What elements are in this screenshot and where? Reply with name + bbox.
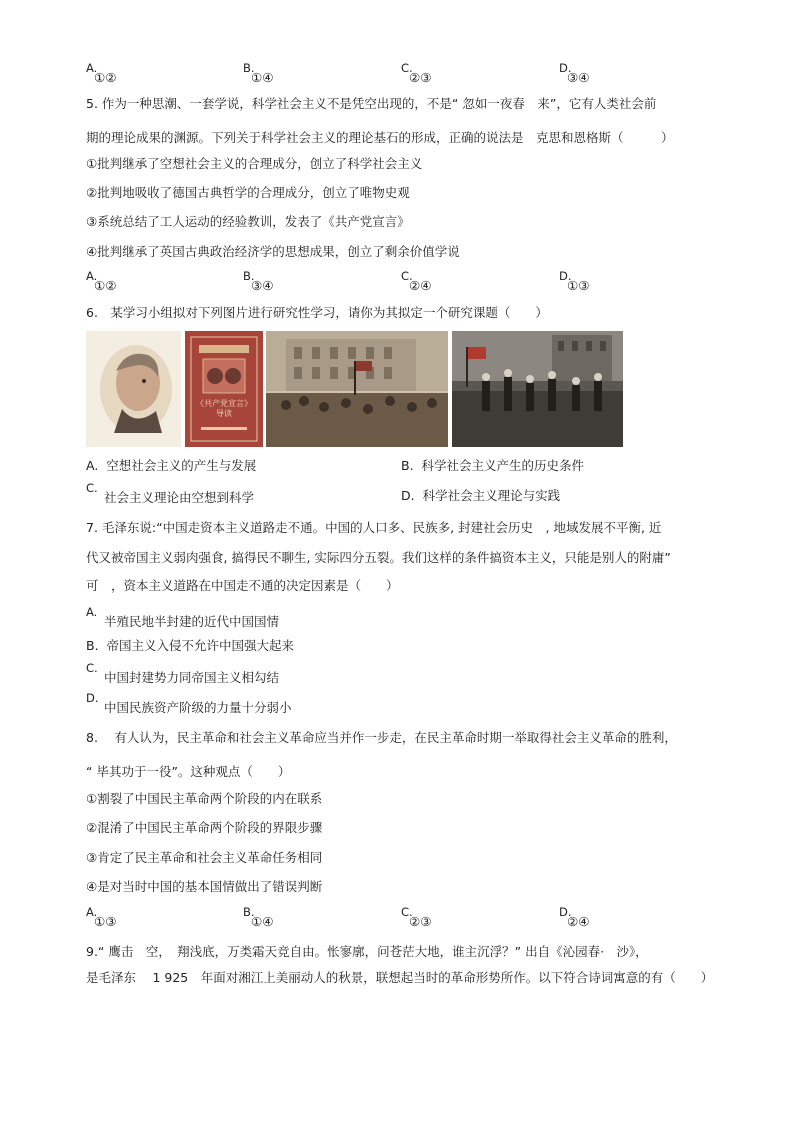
q5-item-2: ②批判地吸收了德国古典哲学的合理成分，创立了唯物史观 [86,185,410,200]
q8-stem-line-2: “ 毕其功于一役”。这种观点（ ） [86,764,291,779]
crowd-painting-image [266,331,448,447]
q8-item-4: ④是对当时中国的基本国情做出了错误判断 [86,879,323,894]
q5-item-3: ③系统总结了工人运动的经验教训，发表了《共产党宣言》 [86,214,410,229]
q6-option-a: A. 空想社会主义的产生与发展 [86,458,257,473]
q6-option-b: B. 科学社会主义产生的历史条件 [401,458,585,473]
q7-stem-line-2: 代又被帝国主义弱肉强食, 搞得民不聊生, 实际四分五裂。我们这样的条件搞资本主义，只能是别人的附庸” [86,550,671,565]
q5-stem-line-2: 期的理论成果的渊源。下列关于科学社会主义的理论基石的形成，正确的说法是 克思和恩格斯（ ） [86,130,674,145]
q8-item-1: ①割裂了中国民主革命两个阶段的内在联系 [86,791,323,806]
book-subtitle: 导读 [216,409,232,418]
q6-option-d: D. 科学社会主义理论与实践 [401,488,561,503]
q5-stem-line-1: 5. 作为一种思潮、一套学说，科学社会主义不是凭空出现的，不是“ 忽如一夜春 来”，它有人类社会前 [86,96,657,111]
q5-item-1: ①批判继承了空想社会主义的合理成分，创立了科学社会主义 [86,156,423,171]
q7-option-b: B. 帝国主义入侵不允许中国强大起来 [86,638,295,653]
barricade-painting-image [452,331,623,447]
q7-stem-line-1: 7. 毛泽东说:“中国走资本主义道路走不通。中国的人口多、民族多, 封建社会历史 , 地域发展不平衡, 近 [86,520,662,535]
q8-stem-line-1: 8. 有人认为，民主革命和社会主义革命应当并作一步走，在民主革命时期一举取得社会主义革命的胜利， [86,730,677,745]
portrait-image [86,331,181,447]
book-cover-image [185,331,263,447]
q6-stem: 6. 某学习小组拟对下列图片进行研究性学习，请你为其拟定一个研究课题（ ） [86,305,548,320]
book-title: 《共产党宣言》 [196,399,252,408]
q8-item-2: ②混淆了中国民主革命两个阶段的界限步骤 [86,820,323,835]
q8-item-3: ③肯定了民主革命和社会主义革命任务相同 [86,850,323,865]
q9-stem-line-2: 是毛泽东 1 925 年面对湘江上美丽动人的秋景，联想起当时的革命形势所作。以下符合诗词寓意的有（ ） [86,970,714,985]
q7-stem-line-3: 可 ，资本主义道路在中国走不通的决定因素是（ ） [86,578,399,593]
q5-item-4: ④批判继承了英国古典政治经济学的思想成果，创立了剩余价值学说 [86,244,460,259]
q9-stem-line-1: 9.“ 鹰击 空， 翔浅底，万类霜天竞自由。怅寥廓，问苍茫大地，谁主沉浮？” 出自《沁园春· 沙》， [86,944,648,959]
